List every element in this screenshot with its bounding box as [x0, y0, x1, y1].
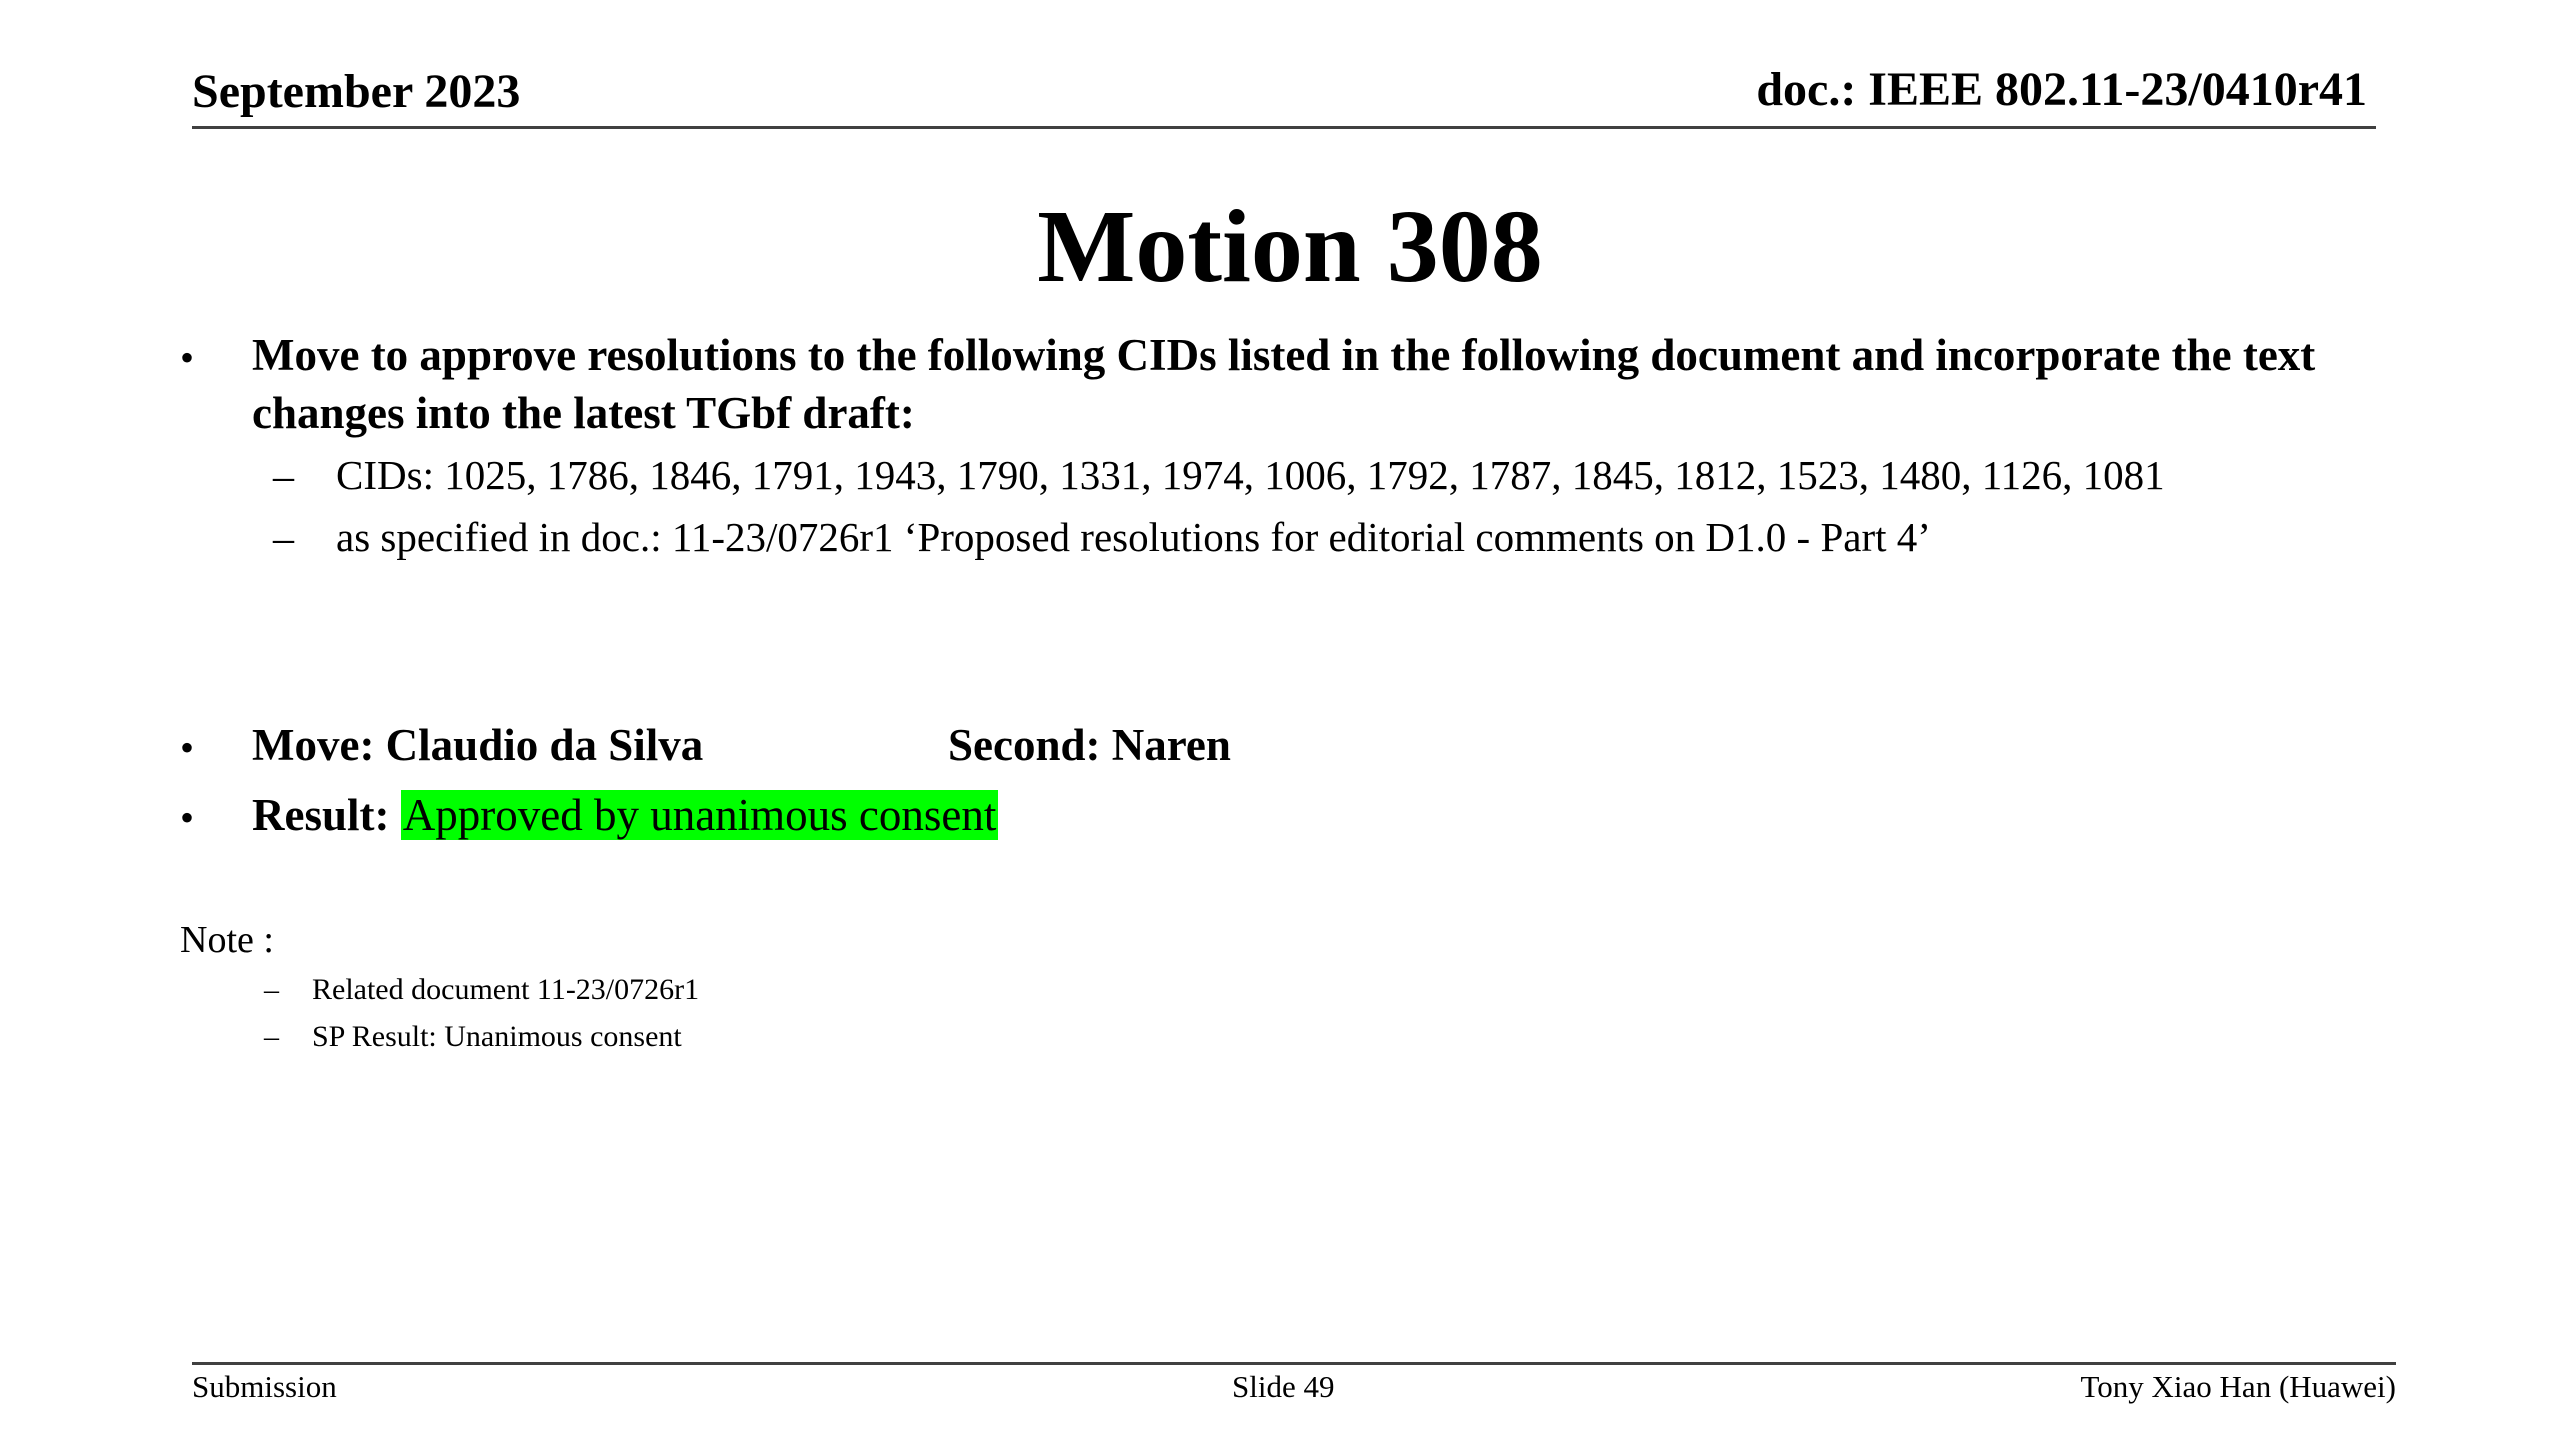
header-date: September 2023: [192, 65, 521, 118]
footer-author: Tony Xiao Han (Huawei): [2080, 1369, 2396, 1404]
bullet-marker: •: [180, 795, 195, 840]
cids-list: CIDs: 1025, 1786, 1846, 1791, 1943, 1790, 1331, 1974, 1006, 1792, 1787, 1845, 1812, 1523, 1480, 1126, 1081: [336, 452, 2165, 498]
note-bullet-marker: –: [264, 973, 279, 1006]
move-text: Move: Claudio da Silva: [252, 720, 704, 770]
note-bullet-marker: –: [264, 1020, 279, 1053]
motion-text: Move to approve resolutions to the following CIDs listed in the following document and incorporate the text changes into the latest TGbf draft:: [252, 330, 2316, 438]
header-divider: [192, 126, 2376, 129]
slide-title: Motion 308: [1037, 189, 1543, 304]
sub-bullet-marker: –: [273, 454, 294, 500]
sub-bullet-marker: –: [273, 516, 294, 562]
footer-divider: [192, 1362, 2396, 1365]
bullet-marker: •: [180, 335, 195, 380]
footer-slide-number: Slide 49: [1232, 1369, 1335, 1404]
result-line: [252, 786, 998, 844]
spec-doc: as specified in doc.: 11-23/0726r1 ‘Proposed resolutions for editorial comments on D1.0 - Part 4’: [336, 514, 1931, 560]
footer-submission: Submission: [192, 1369, 337, 1404]
result-value-highlight: Approved by unanimous consent: [402, 790, 997, 840]
note-label: Note :: [180, 919, 274, 961]
bullet-marker: •: [180, 725, 195, 770]
second-text: Second: Naren: [948, 720, 1231, 770]
result-label: Result:: [252, 790, 390, 840]
header-doc-id: doc.: IEEE 802.11-23/0410r41: [1756, 63, 2367, 116]
note-item: SP Result: Unanimous consent: [312, 1020, 682, 1053]
note-item: Related document 11-23/0726r1: [312, 973, 700, 1006]
